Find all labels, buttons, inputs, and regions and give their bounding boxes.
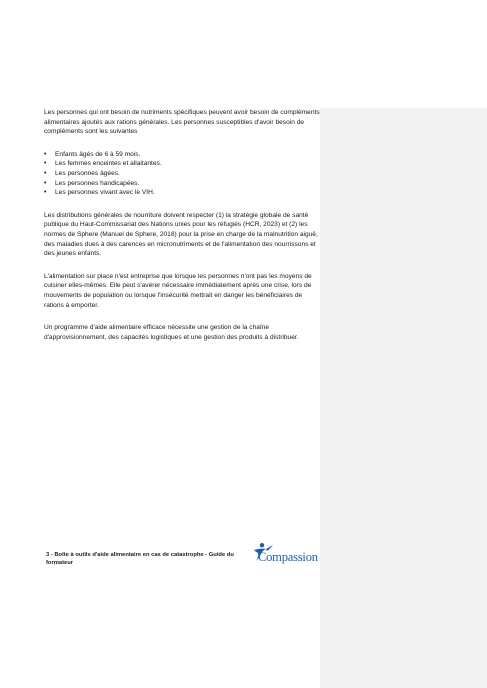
paragraph-distributions: Les distributions générales de nourriture doivent respecter (1) la stratégie globale de santé publique du Haut-Commissariat des Nations unies pour les réfugiés (HCR, 2023) et (2) les normes de Sphere (Manuel de Sphere, 2018) pour la prise en charge de la malnutrition aiguë, des maladies dues à des carences en micronutriments et de l'alimentation des nourrissons et des jeunes enfants. (44, 211, 318, 258)
compassion-logo (250, 542, 324, 566)
page-content (44, 108, 320, 355)
intro-paragraph: Les personnes qui ont besoin de nutriments spécifiques peuvent avoir besoin de compléments alimentaires ajoutés aux rations générales. Les personnes susceptibles d'avoir besoin de compléments sont les suivantes (44, 109, 320, 136)
comment-pane (320, 108, 487, 688)
footer-caption: 3 - Boîte à outils d'aide alimentaire en cas de catastrophe - Guide du formateur (46, 552, 234, 567)
list-item: • Les personnes vivant avec le VIH. (44, 188, 320, 198)
list-item: • Les personnes âgées. (44, 169, 320, 179)
list-item: • Les femmes enceintes et allaitantes. (44, 159, 320, 169)
list-item: • Enfants âgés de 6 à 59 mois. (44, 150, 320, 160)
list-item: • Les personnes handicapées. (44, 179, 320, 189)
paragraph-programme: Un programme d'aide alimentaire efficace nécessite une gestion de la chaîne d'approvisionnement, des capacités logistiques et une gestion des produits à distribuer. (44, 324, 299, 341)
logo-wordmark: Compassion (258, 550, 318, 564)
bullet-list (44, 150, 320, 198)
paragraph-alimentation: L'alimentation sur place n'est entreprise que lorsque les personnes n'ont pas les moyens de cuisiner elles-mêmes. Elle peut s'avérer nécessaire immédiatement après une crise, lors de mouvements de population ou lorsque l'insécurité mettrait en danger les bénéficiaires de rations à emporter. (44, 272, 312, 309)
